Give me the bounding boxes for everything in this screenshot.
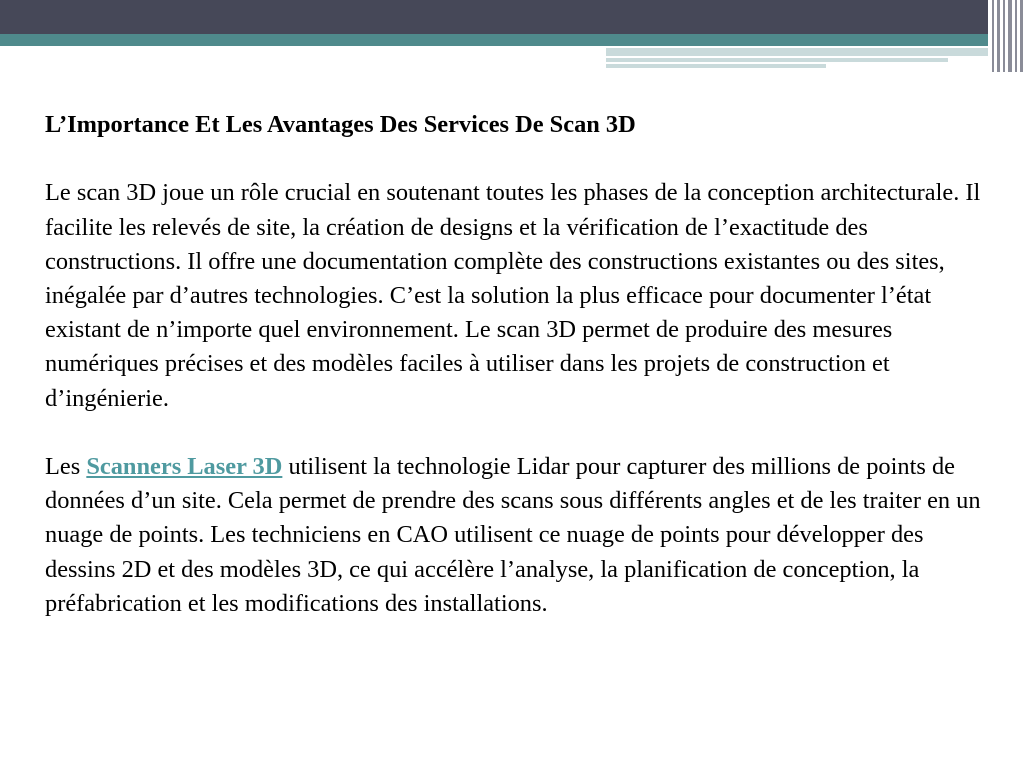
corner-pinstripes [988, 0, 1024, 72]
slide-title: L’Importance Et Les Avantages Des Services De Scan 3D [45, 111, 636, 138]
paragraph-2 [45, 450, 985, 621]
paragraph-2-body: utilisent la technologie Lidar pour capturer des millions de points de données d’un site. Cela permet de prendre des scans sous différents angles et de les traiter en un nuage de points. Les techniciens en CAO utilisent ce nuage de points pour développer des dessins 2D et des modèles 3D, ce qui accélère l’analyse, la planification de conception, la préfabrication et les modifications des installations. [45, 453, 981, 617]
paragraph-1: Le scan 3D joue un rôle crucial en soutenant toutes les phases de la conception architecturale. Il facilite les relevés de site, la création de designs et la vérification de l’exactitude des constructions. Il offre une documentation complète des constructions existantes ou des sites, inégalée par d’autres technologies. C’est la solution la plus efficace pour documenter l’état existant de n’importe quel environnement. Le scan 3D permet de produire des mesures numériques précises et des modèles faciles à utiliser dans les projets de construction et d’ingénierie. [45, 179, 981, 412]
header-accent-line [606, 48, 996, 56]
paragraph-2-lead: Les [45, 453, 87, 480]
header-accent-line [606, 58, 948, 62]
header-band-dark [0, 0, 1024, 34]
header-accent-line [606, 64, 826, 68]
slide-content [45, 108, 985, 655]
scanners-laser-link[interactable]: Scanners Laser 3D [86, 453, 283, 480]
header-band-teal [0, 34, 1024, 46]
